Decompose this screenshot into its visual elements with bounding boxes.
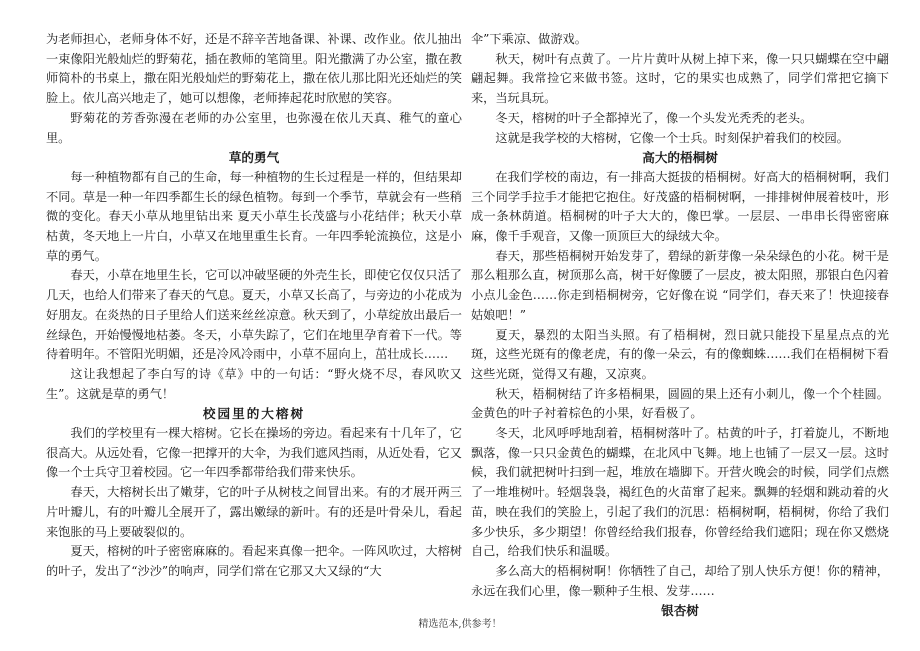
section-heading-parasol: 高大的梧桐树 bbox=[642, 150, 718, 166]
paragraph: 夏天，暴烈的太阳当头照。有了梧桐树，烈日就只能投下星星点点的光斑，这些光斑有的像老虎，有的像一朵云，有的像蜘蛛……我们在梧桐树下看这些光斑，觉得又有趣，又凉爽。 bbox=[471, 327, 889, 381]
paragraph: 秋天，树叶有点黄了。一片片黄叶从树上掉下来，像一只只蝴蝶在空中翩翩起舞。我常捡它来做书签。这时，它的果实也成熟了，同学们常把它摘下来，当玩具玩。 bbox=[471, 51, 889, 106]
paragraph: 在我们学校的南边，有一排高大挺拔的梧桐树。好高大的梧桐树啊，我们三个同学手拉手才能把它抱住。好茂盛的梧桐树啊，一排排树伸展着枝叶，形成一条林荫道。梧桐树的叶子大大的，像巴掌。一层层、一串串长得密密麻麻，像千手观音，又像一顶顶巨大的绿绒大伞。 bbox=[471, 169, 889, 244]
paragraph: 春天，小草在地里生长，它可以冲破坚硬的外壳生长，即使它仅仅只活了几天，也给人们带来了春天的气息。夏天，小草又长高了，与旁边的小花成为好朋友。在炎热的日子里给人们送来丝丝凉意。秋天到了，小草绽放出最后一丝绿色，开始慢慢地枯萎。冬天，小草失踪了，它们在地里孕育着下一代。等待着明年。不管阳光明媚，还是冷风冷雨中，小草不屈向上，茁壮成长…… bbox=[46, 268, 462, 362]
paragraph: 春天，那些梧桐树开始发芽了，碧绿的新芽像一朵朵绿色的小花。树干是那么粗那么直，树顶那么高，树干好像腰了一层皮，被太阳照，那银白色闪着小点儿金色……你走到梧桐树旁，它好像在说 “同学们，春天来了！快迎接春姑娘吧！” bbox=[471, 248, 889, 322]
paragraph: 每一种植物都有自己的生命，每一种植物的生长过程是一样的，但结果却不同。草是一种一年四季都生长的绿色植物。每到一个季节，草就会有一些稍微的变化。春天小草从地里钻出来 夏天小草生长茂盛与小花结伴；秋天小草枯黄，冬天地上一片白，小草又在地里重生长育。一年四季轮流换位，这是小草的勇气。 bbox=[46, 169, 462, 263]
left-column bbox=[46, 30, 462, 582]
paragraph: 冬天，榕树的叶子全都掉光了，像一个头发光秃秃的老头。 bbox=[495, 110, 813, 125]
paragraph: 伞”下乘凉、做游戏。 bbox=[471, 32, 587, 46]
paragraph: 夏天，榕树的叶子密密麻麻的。看起来真像一把伞。一阵风吹过，大榕树的叶子，发出了“沙沙”的响声，同学们常在它那又大又绿的“大 bbox=[46, 544, 462, 578]
paragraph: 野菊花的芳香弥漫在老师的办公室里，也弥漫在依儿天真、稚气的童心里。 bbox=[46, 110, 462, 145]
section-heading-ginkgo: 银杏树 bbox=[661, 603, 699, 619]
paragraph: 春天，大榕树长出了嫩芽，它的叶子从树枝之间冒出来。有的才展开两三片叶瓣儿，有的叶瓣儿全展开了，露出嫩绿的新叶。有的还是叶骨朵儿，看起来饱胀的马上要破裂似的。 bbox=[46, 485, 462, 539]
section-heading-banyan: 校园里的大榕树 bbox=[202, 406, 306, 422]
paragraph: 为老师担心，老师身体不好，还是不辞辛苦地备课、补课、改作业。依儿抽出一束像阳光般灿烂的野菊花，插在教师的笔筒里。阳光撒满了办公室，撒在教师简朴的书桌上，撒在阳光般灿烂的野菊花上，撒在依儿那比阳光还灿烂的笑脸上。依儿高兴地走了，她可以想像，老师捧起花时欣慰的笑容。 bbox=[46, 32, 462, 106]
paragraph: 多么高大的梧桐树啊！你牺牲了自己，却给了别人快乐方便！你的精神，永远在我们心里，像一颗种子生根、发芽…… bbox=[471, 563, 889, 598]
column-gutter bbox=[461, 30, 462, 570]
paragraph: 秋天，梧桐树结了许多梧桐果，圆圆的果上还有小刺儿，像一个个桂圆。金黄色的叶子衬着棕色的小果，好看极了。 bbox=[471, 386, 889, 421]
paragraph: 这就是我学校的大榕树，它像一个士兵。时刻保护着我们的校园。 bbox=[495, 130, 849, 145]
section-heading-grass: 草的勇气 bbox=[228, 150, 280, 166]
right-column bbox=[471, 30, 889, 621]
paragraph: 这让我想起了李白写的诗《草》中的一句话：“野火烧不尽，春风吹又生”。这就是草的勇气！ bbox=[46, 366, 462, 401]
paragraph: 冬天，北风呼呼地刮着，梧桐树落叶了。枯黄的叶子，打着旋儿，不断地飘落，像一只只金黄色的蝴蝶，在北风中飞舞。地上也铺了一层又一层。这时候，我们就把树叶扫到一起，堆放在墙脚下。开营火晚会的时候，同学们点燃了一堆堆树叶。轻烟袅袅，褐红色的火苗窜了起来。飘舞的轻烟和跳动着的火苗，映在我们的笑脸上，引起了我们的沉思：梧桐树啊，梧桐树，你给了我们多少快乐，多少期望！你曾经给我们报春，你曾经给我们遮阳；现在你又燃烧自己，给我们快乐和温暖。 bbox=[471, 426, 889, 559]
page-footer: 精选范本,供参考！ bbox=[418, 619, 502, 630]
paragraph: 我们的学校里有一棵大榕树。它长在操场的旁边。看起来有十几年了，它很高大。从远处看，它像一把撑开的大伞，为我们遮风挡雨，从近处看，它又像一个士兵守卫着校园。它一年四季都带给我们带来快乐。 bbox=[46, 426, 462, 480]
